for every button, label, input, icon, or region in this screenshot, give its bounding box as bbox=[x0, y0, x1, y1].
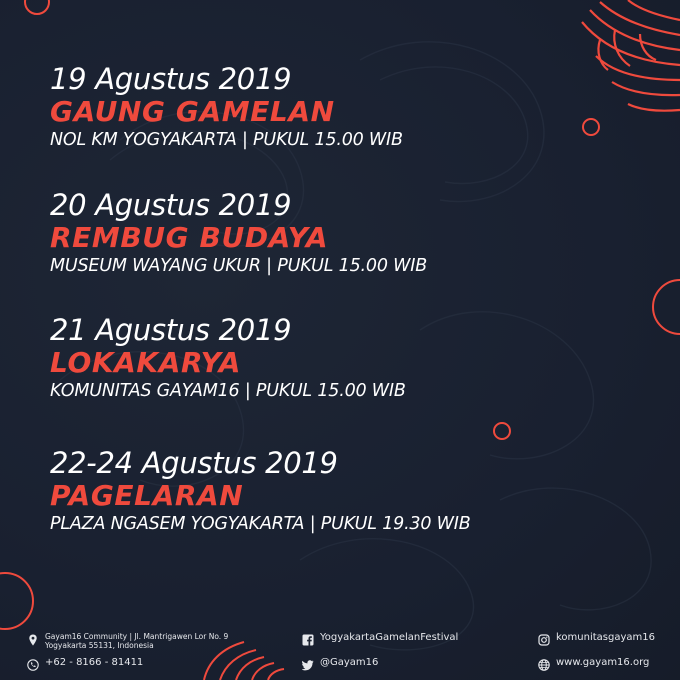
ring-ornament bbox=[25, 0, 49, 14]
phone-icon bbox=[27, 659, 39, 671]
address-info bbox=[27, 632, 228, 650]
twitter-link[interactable] bbox=[302, 657, 378, 671]
event-name: GAUNG GAMELAN bbox=[50, 95, 335, 128]
event-date: 21 Agustus 2019 bbox=[50, 313, 292, 347]
address-line: Gayam16 Community | Jl. Mantrigawen Lor No. 9 bbox=[45, 632, 229, 641]
instagram-icon bbox=[538, 634, 550, 646]
contact-footer bbox=[0, 620, 680, 680]
event-item bbox=[50, 188, 427, 278]
event-item bbox=[50, 446, 471, 536]
event-venue-time: KOMUNITAS GAYAM16 | PUKUL 15.00 WIB bbox=[50, 381, 406, 401]
event-venue-time: MUSEUM WAYANG UKUR | PUKUL 15.00 WIB bbox=[50, 256, 428, 276]
twitter-icon bbox=[302, 659, 314, 671]
facebook-handle: YogyakartaGamelanFestival bbox=[320, 632, 459, 643]
phone-number: +62 - 8166 - 81411 bbox=[45, 657, 144, 668]
website-link[interactable] bbox=[538, 657, 649, 671]
event-name: REMBUG BUDAYA bbox=[50, 221, 329, 254]
event-name: LOKAKARYA bbox=[50, 346, 242, 379]
event-date: 22-24 Agustus 2019 bbox=[50, 446, 338, 480]
event-date: 19 Agustus 2019 bbox=[50, 62, 292, 96]
event-name: PAGELARAN bbox=[50, 479, 244, 512]
coral-ornament-top-right bbox=[582, 0, 680, 111]
event-item bbox=[50, 313, 406, 403]
event-venue-time: PLAZA NGASEM YOGYAKARTA | PUKUL 19.30 WIB bbox=[50, 514, 471, 534]
twitter-handle: @Gayam16 bbox=[320, 657, 379, 668]
facebook-icon bbox=[302, 634, 314, 646]
globe-icon bbox=[538, 659, 550, 671]
facebook-link[interactable] bbox=[302, 632, 458, 646]
ring-ornament bbox=[583, 119, 599, 135]
phone-info bbox=[27, 657, 143, 671]
event-item bbox=[50, 62, 403, 152]
event-venue-time: NOL KM YOGYAKARTA | PUKUL 15.00 WIB bbox=[50, 130, 403, 150]
address-line: Yogyakarta 55131, Indonesia bbox=[45, 641, 154, 650]
instagram-link[interactable] bbox=[538, 632, 655, 646]
event-date: 20 Agustus 2019 bbox=[50, 188, 292, 222]
website-url: www.gayam16.org bbox=[556, 657, 650, 668]
location-pin-icon bbox=[27, 634, 39, 646]
ring-ornament bbox=[653, 280, 680, 334]
instagram-handle: komunitasgayam16 bbox=[556, 632, 655, 643]
ring-ornament bbox=[494, 423, 510, 439]
